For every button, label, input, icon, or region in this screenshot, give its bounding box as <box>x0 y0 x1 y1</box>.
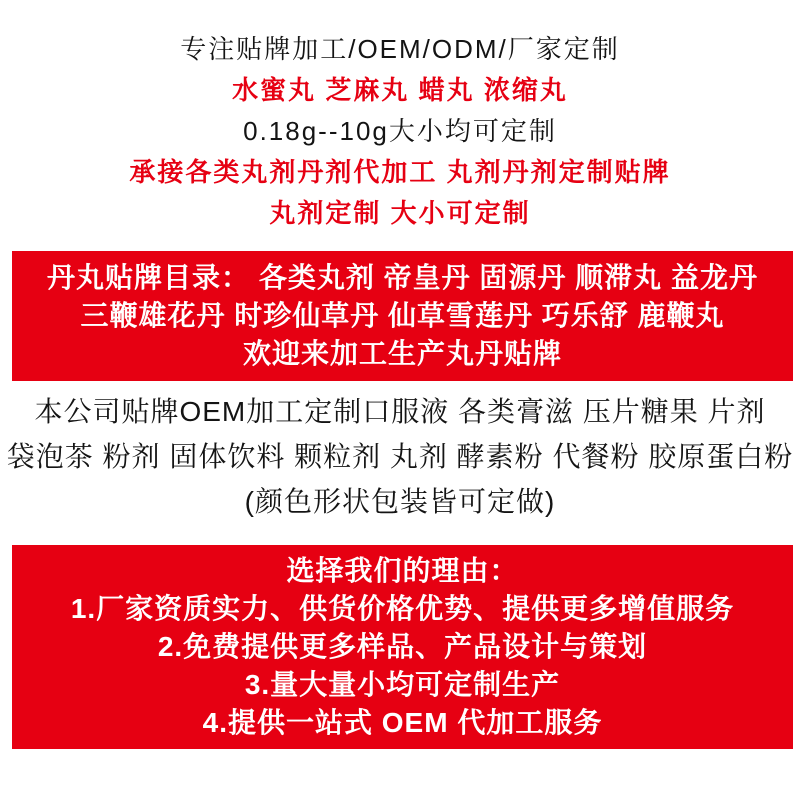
reasons-title: 选择我们的理由： <box>286 555 519 586</box>
reason-item-4: 4.提供一站式 OEM 代加工服务 <box>202 707 603 738</box>
intro-customization: 丸剂定制 大小可定制 <box>269 198 531 228</box>
reasons-banner <box>12 545 793 749</box>
reason-item-2: 2.免费提供更多样品、产品设计与策划 <box>157 631 648 662</box>
intro-processing: 承接各类丸剂丹剂代加工 丸剂丹剂定制贴牌 <box>129 157 671 187</box>
catalog-line-products-1: 丹丸贴牌目录： 各类丸剂 帝皇丹 固源丹 顺滞丸 益龙丹 <box>47 262 758 293</box>
intro-size-range: 0.18g--10g大小均可定制 <box>243 116 557 146</box>
services-section <box>0 381 800 524</box>
reason-item-1: 1.厂家资质实力、供货价格优势、提供更多增值服务 <box>70 593 735 624</box>
catalog-line-products-2: 三鞭雄花丹 时珍仙草丹 仙草雪莲丹 巧乐舒 鹿鞭丸 <box>80 300 725 331</box>
intro-title: 专注贴牌加工/OEM/ODM/厂家定制 <box>180 34 620 64</box>
intro-pill-types: 水蜜丸 芝麻丸 蜡丸 浓缩丸 <box>232 75 568 105</box>
services-note: (颜色形状包装皆可定做) <box>244 486 556 517</box>
catalog-line-welcome: 欢迎来加工生产丸丹贴牌 <box>242 338 562 369</box>
reason-item-3: 3.量大量小均可定制生产 <box>244 669 561 700</box>
catalog-banner <box>12 251 793 381</box>
intro-section <box>0 0 800 234</box>
services-line-2: 袋泡茶 粉剂 固体饮料 颗粒剂 丸剂 酵素粉 代餐粉 胶原蛋白粉 <box>6 441 794 472</box>
services-line-1: 本公司贴牌OEM加工定制口服液 各类膏滋 压片糖果 片剂 <box>34 396 766 427</box>
